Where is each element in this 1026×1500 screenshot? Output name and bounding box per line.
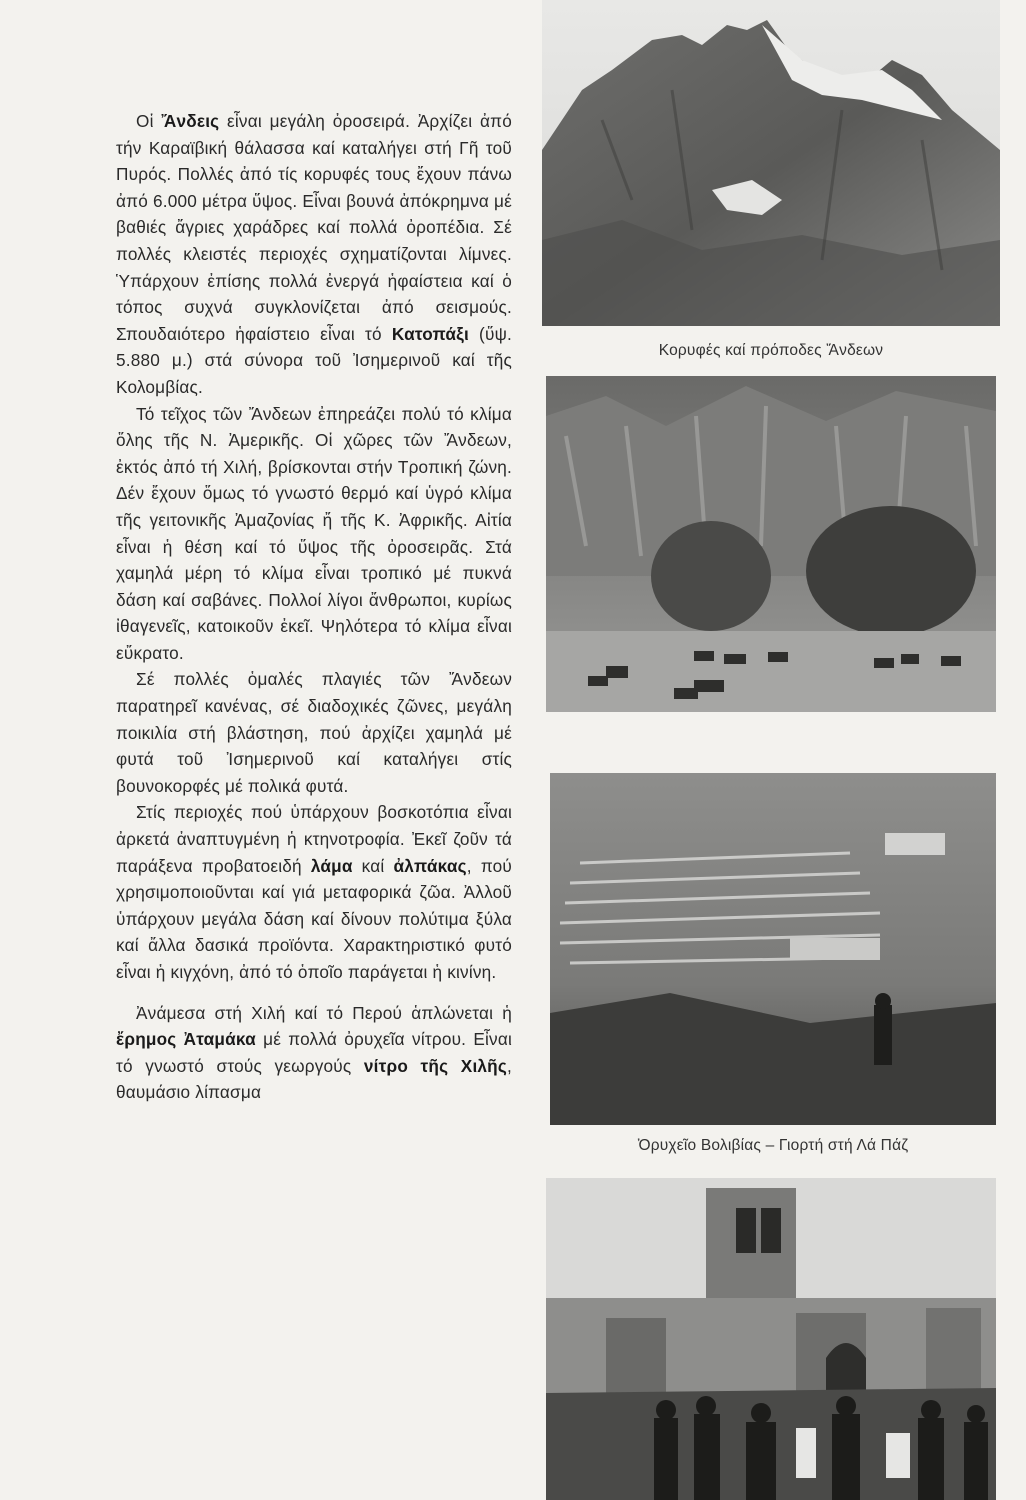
term-alpaca: ἀλπάκας [393, 855, 467, 876]
photo-andes-peaks [542, 0, 1000, 326]
photo-bolivia-mine [550, 773, 996, 1125]
photo-andes-foothills [546, 376, 996, 712]
caption-andes-peaks: Κορυφές καί πρόποδες Ἄνδεων [658, 342, 884, 359]
paragraph-andes-intro: Οἱ Ἄνδεις εἶναι μεγάλη ὀροσειρά. Ἀρχίζει ἀπό τήν Καραϊβική θάλασσα καί καταλήγει στή Γῆ τοῦ Πυρός. Πολλές ἀπό τίς κορυφές τους ἔχουν πάνω ἀπό 6.000 μέτρα ὕψος. Εἶναι βουνά ἀπόκρημνα μέ βαθιές ἄγριες χαράδρες καί πολλά ὀροπέδια. Σέ πολλές κλειστές περιοχές σχηματίζονται λίμνες. Ὑπάρχουν ἐπίσης πολλά ἐνεργά ἡφαίστεια καί ὁ τόπος συχνά συγκλονίζεται ἀπό σεισμούς. Σπουδαιότερο ἡφαίστειο εἶναι τό Κατοπάξι (ὕψ. 5.880 μ.) στά σύνορα τοῦ Ἰσημερινοῦ καί τῆς Κολομβίας. [116, 111, 513, 397]
paragraph-vegetation: Σέ πολλές ὁμαλές πλαγιές τῶν Ἄνδεων παρατηρεῖ κανένας, σέ διαδοχικές ζῶνες, μεγάλη ποικιλία στή βλάστηση, πού ἀρχίζει χαμηλά μέ φυτά τοῦ Ἰσημερινοῦ καί καταλήγει στίς βουνοκορφές μέ πολικά φυτά. [116, 669, 512, 796]
term-atacama: ἔρημος Ἀταμάκα [116, 1029, 256, 1050]
term-chile-nitrate: νίτρο τῆς Χιλῆς [363, 1055, 508, 1076]
mountain-peaks-image [542, 0, 1000, 326]
term-llama: λάμα [310, 855, 353, 876]
body-text-column [116, 108, 512, 1106]
paragraph-atacama: Ἀνάμεσα στή Χιλή καί τό Περού ἁπλώνεται ἡ ἔρημος Ἀταμάκα μέ πολλά ὀρυχεῖα νίτρου. Εἶναι τό γνωστό στούς γεωργούς νίτρο τῆς Χιλῆς, θαυμάσιο λίπασμα [116, 1002, 512, 1103]
foothills-cattle-image [546, 376, 996, 712]
mine-terraces-image [550, 773, 996, 1125]
caption-bolivia-lapaz: Ὀρυχεῖο Βολιβίας – Γιορτή στή Λά Πάζ [637, 1137, 909, 1154]
term-andes: Ἄνδεις [161, 111, 220, 131]
term-cotopaxi: Κατοπάξι [391, 323, 469, 344]
church-festival-image [546, 1178, 996, 1500]
photo-la-paz-festival [546, 1178, 996, 1500]
paragraph-livestock: Στίς περιοχές πού ὑπάρχουν βοσκοτόπια εἶναι ἀρκετά ἀναπτυγμένη ἡ κτηνοτροφία. Ἐκεῖ ζοῦν τά παράξενα προβατοειδή λάμα καί ἀλπάκας, πού χρησιμοποιοῦνται καί γιά μεταφορικά ζῶα. Ἀλλοῦ ὑπάρχουν μεγάλα δάση καί δίνουν πολύτιμα ξύλα καί ἄλλα δασικά προϊόντα. Χαρακτηριστικό φυτό εἶναι ἡ κιγχόνη, ἀπό τό ὁποῖο παράγεται ἡ κινίνη. [116, 802, 512, 982]
paragraph-climate: Τό τεῖχος τῶν Ἄνδεων ἐπηρεάζει πολύ τό κλίμα ὅλης τῆς Ν. Ἀμερικῆς. Οἱ χῶρες τῶν Ἄνδεων, ἐκτός ἀπό τή Χιλή, βρίσκονται στήν Τροπική ζώνη. Δέν ἔχουν ὅμως τό γνωστό θερμό καί ὑγρό κλίμα τῆς γειτονικῆς Ἀμαζονίας ἤ τῆς Κ. Ἀφρικῆς. Αἰτία εἶναι ἡ θέση καί τό ὕψος τῆς ὀροσειρᾶς. Στά χαμηλά μέρη τό κλίμα εἶναι τροπικό μέ πυκνά δάση καί σαβάνες. Πολλοί λίγοι ἄνθρωποι, κυρίως ἰθαγενεῖς, κατοικοῦν ἐκεῖ. Ψηλότερα τό κλίμα εἶναι εὔκρατο. [116, 403, 512, 663]
